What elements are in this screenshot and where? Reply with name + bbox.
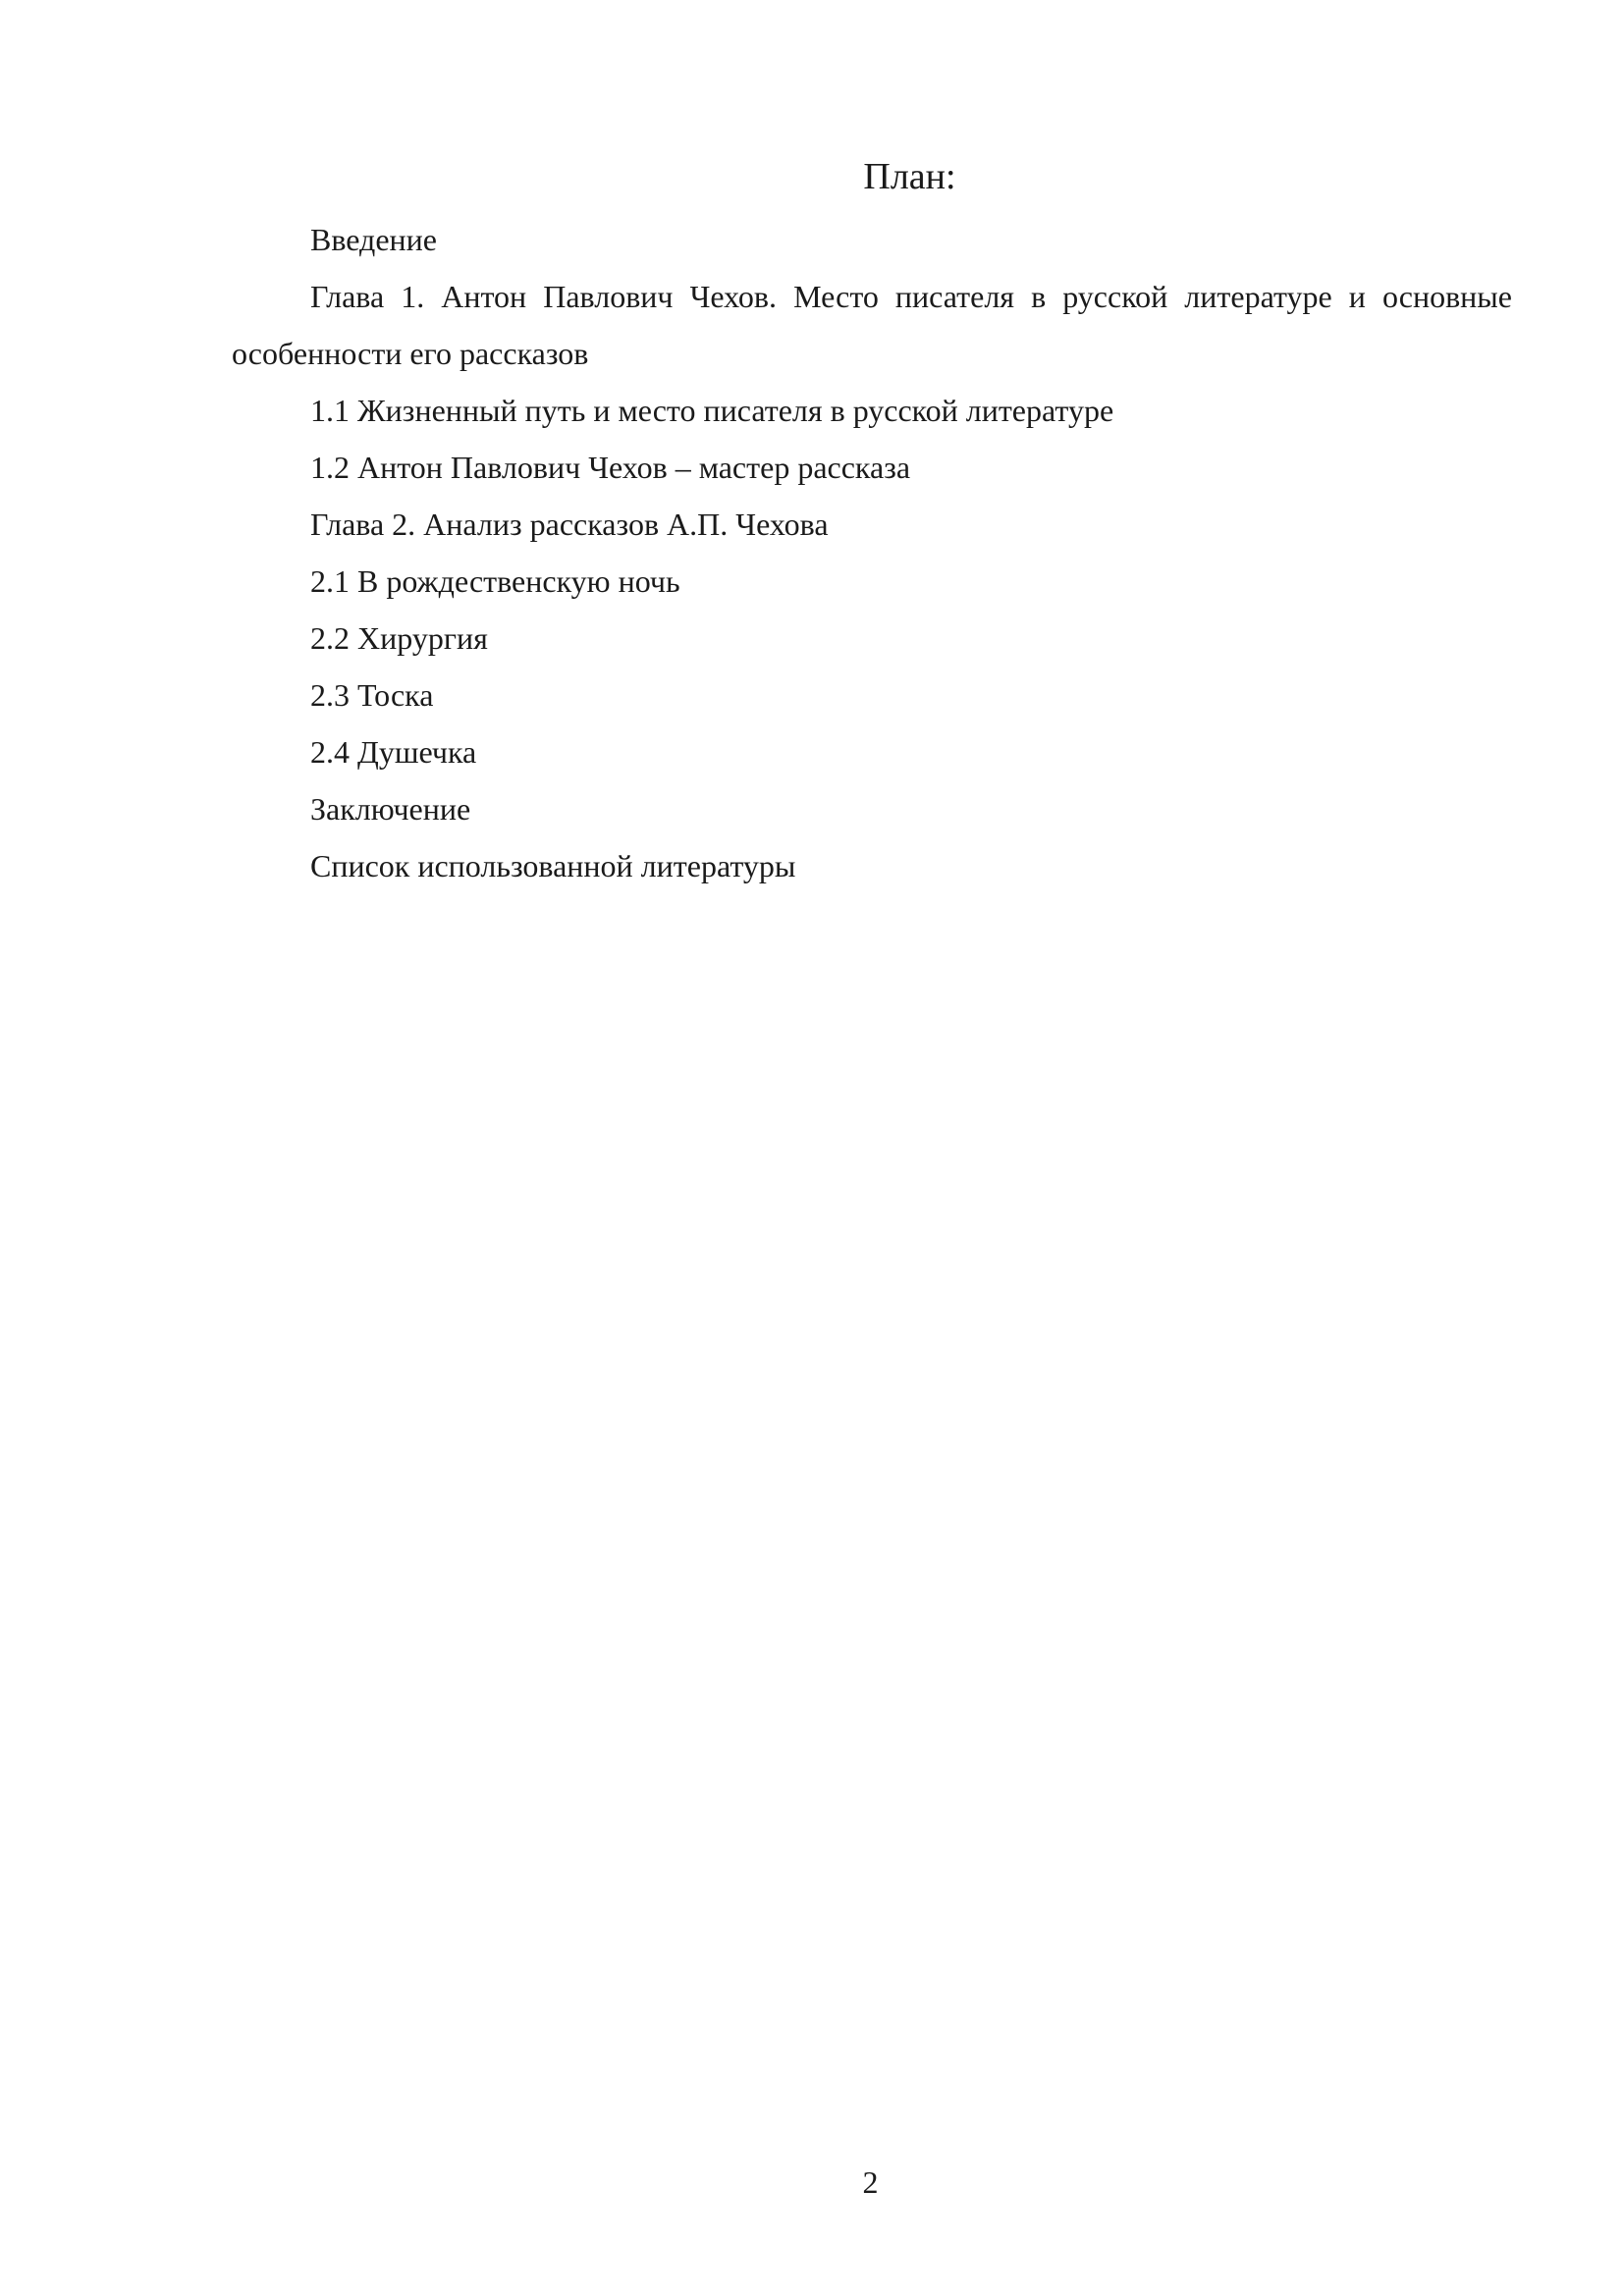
table-of-contents	[232, 211, 1512, 894]
toc-item-section-2-3: 2.3 Тоска	[310, 677, 434, 713]
toc-item-introduction: Введение	[310, 222, 437, 257]
toc-item-conclusion: Заключение	[310, 791, 471, 827]
toc-item-section-2-1: 2.1 В рождественскую ночь	[310, 563, 680, 599]
toc-item-section-2-2: 2.2 Хирургия	[310, 620, 488, 656]
page-number: 2	[862, 2164, 879, 2200]
toc-item-section-1-1: 1.1 Жизненный путь и место писателя в русской литературе	[310, 393, 1114, 428]
toc-item-section-2-4: 2.4 Душечка	[310, 734, 477, 770]
toc-item-chapter-1: Глава 1. Антон Павлович Чехов. Место писателя в русской литературе и основные особенности его рассказов	[232, 279, 1512, 371]
toc-item-bibliography: Список использованной литературы	[310, 848, 796, 883]
toc-item-chapter-2: Глава 2. Анализ рассказов А.П. Чехова	[310, 507, 829, 542]
toc-item-section-1-2: 1.2 Антон Павлович Чехов – мастер рассказа	[310, 450, 911, 485]
page-title: План:	[863, 156, 956, 197]
